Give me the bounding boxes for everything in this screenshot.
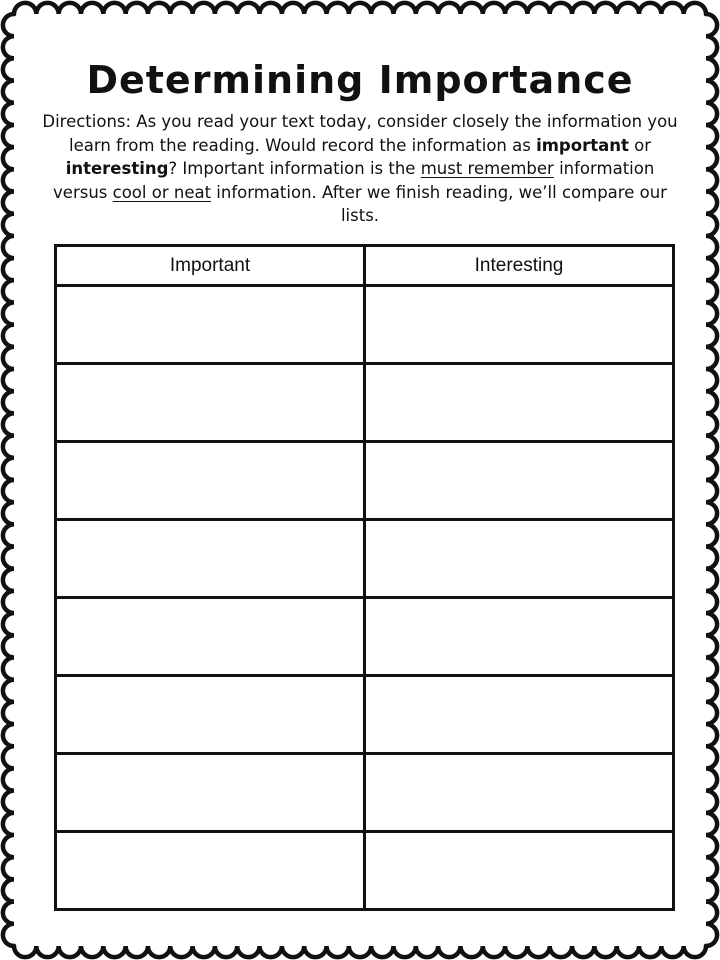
directions-part-4: information versus	[53, 159, 655, 202]
table-row	[56, 598, 674, 676]
interesting-cell[interactable]	[365, 286, 674, 364]
interesting-cell[interactable]	[365, 442, 674, 520]
directions-part-1: Directions: As you read your text today, consider closely the information you learn from the reading. Would record the information as	[42, 112, 678, 155]
table-row	[56, 520, 674, 598]
important-cell[interactable]	[56, 286, 365, 364]
interesting-cell[interactable]	[365, 520, 674, 598]
interesting-cell[interactable]	[365, 364, 674, 442]
directions-interesting-bold: interesting	[65, 159, 169, 178]
table-row	[56, 442, 674, 520]
table-header-row	[56, 246, 674, 286]
important-cell[interactable]	[56, 364, 365, 442]
table-row	[56, 754, 674, 832]
interesting-cell[interactable]	[365, 676, 674, 754]
table-row	[56, 676, 674, 754]
table-row	[56, 364, 674, 442]
important-cell[interactable]	[56, 598, 365, 676]
interesting-cell[interactable]	[365, 754, 674, 832]
interesting-cell[interactable]	[365, 832, 674, 910]
directions-part-3: ? Important information is the	[168, 159, 421, 178]
directions-important-bold: important	[536, 135, 629, 155]
directions-part-2: or	[628, 135, 651, 155]
directions-part-5: information. After we finish reading, we’ll compare our lists.	[211, 182, 667, 225]
header-important: Important	[56, 246, 365, 286]
table-row	[56, 832, 674, 910]
table-body	[56, 286, 674, 910]
interesting-cell[interactable]	[365, 598, 674, 676]
importance-table	[54, 244, 675, 911]
important-cell[interactable]	[56, 676, 365, 754]
header-interesting: Interesting	[365, 246, 674, 286]
important-cell[interactable]	[56, 520, 365, 598]
page-title: Determining Importance	[86, 58, 634, 102]
important-cell[interactable]	[56, 832, 365, 910]
important-cell[interactable]	[56, 754, 365, 832]
directions-must-remember-underline: must remember	[420, 159, 554, 178]
important-cell[interactable]	[56, 442, 365, 520]
directions-text	[40, 110, 680, 228]
table-row	[56, 286, 674, 364]
directions-cool-or-neat-underline: cool or neat	[112, 182, 212, 202]
